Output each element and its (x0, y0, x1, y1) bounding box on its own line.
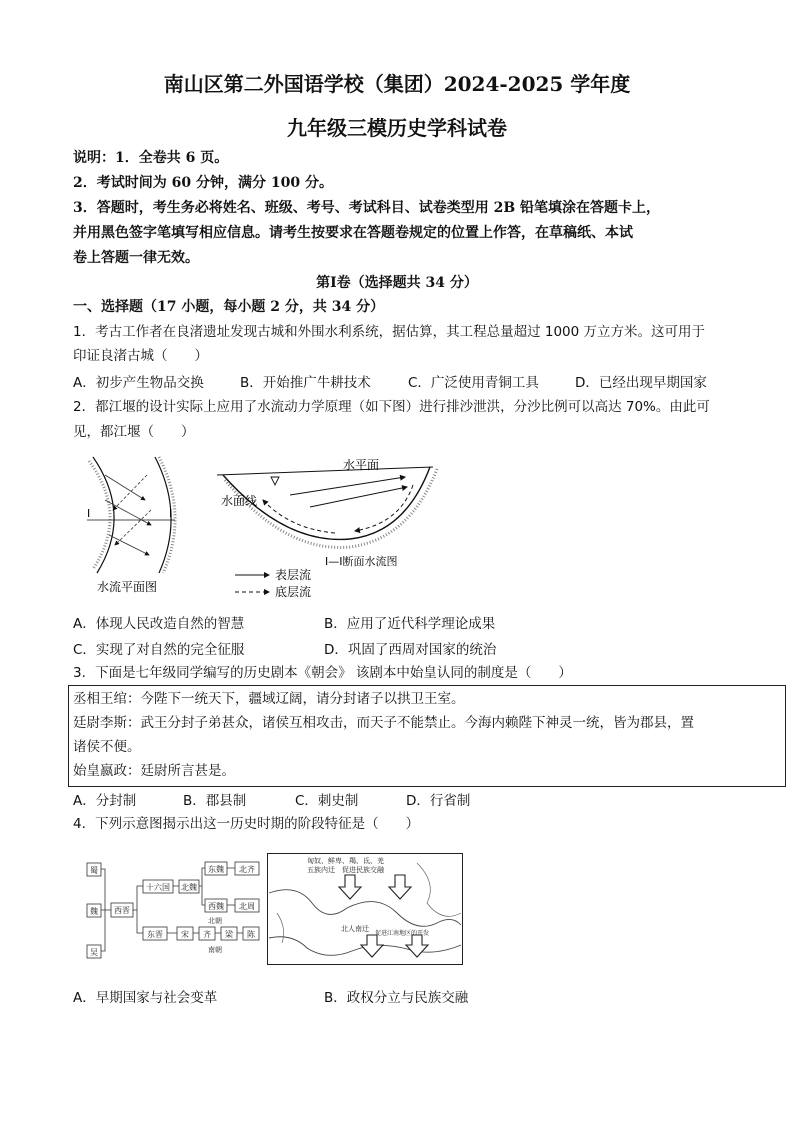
question-stem: 见，都江堰（ ） (73, 424, 195, 440)
node-label: 十六国 (146, 883, 170, 892)
node-label: 魏 (90, 907, 98, 916)
node-label: 北周 (239, 902, 255, 911)
question-stem: 3．下面是七年级同学编写的历史剧本《朝会》 该剧本中始皇认同的制度是（ ） (73, 665, 572, 681)
option-a[interactable]: A．体现人民改造自然的智慧 (73, 616, 245, 632)
script-line: 始皇嬴政：廷尉所言甚是。 (73, 763, 235, 779)
node-label: 齐 (203, 930, 211, 939)
migration-map (267, 853, 463, 965)
option-d[interactable]: D．行省制 (406, 793, 471, 809)
node-label: 西魏 (208, 902, 224, 911)
question-stem: 4．下列示意图揭示出这一历史时期的阶段特征是（ ） (73, 816, 420, 832)
map-text-migration-north: 五族内迁 促进民族交融 (307, 866, 384, 874)
option-d[interactable]: D．巩固了西周对国家的统治 (324, 642, 497, 658)
instruction-line: 3．答题时，考生务必将姓名、班级、考号、考试科目、试卷类型用 2B 铅笔填涂在答题卡上， (73, 200, 661, 216)
option-a[interactable]: A．早期国家与社会变革 (73, 990, 218, 1006)
dynasty-diagram (85, 855, 265, 965)
question-stem: 印证良渚古城（ ） (73, 348, 208, 364)
script-line: 诸侯不便。 (73, 739, 141, 755)
exam-title: 南山区第二外国语学校（集团）2024-2025 学年度 (163, 72, 631, 96)
north-dynasties-label: 北朝 (208, 917, 222, 925)
south-dynasties-label: 南朝 (208, 946, 222, 954)
option-d[interactable]: D．已经出现早期国家 (575, 375, 707, 391)
node-label: 东晋 (147, 930, 163, 939)
cross-section (217, 457, 437, 568)
surface-line-label: 水面线 (221, 494, 258, 508)
exam-subtitle: 九年级三模历史学科试卷 (287, 116, 507, 140)
node-label: 陈 (247, 930, 255, 939)
node-label: 西晋 (114, 906, 130, 915)
question-stem: 1．考古工作者在良渚遗址发现古城和外围水利系统，据估算，其工程总量超过 1000 万立方米。这可用于 (73, 324, 706, 340)
option-b[interactable]: B．政权分立与民族交融 (324, 990, 469, 1006)
option-c[interactable]: C．实现了对自然的完全征服 (73, 642, 245, 658)
node-label: 北齐 (239, 865, 255, 874)
water-level-label: 水平面 (343, 458, 380, 472)
section-label: Ⅰ—Ⅰ断面水流图 (325, 555, 398, 568)
map-text-north-south: 北人南迁 (341, 925, 369, 933)
node-label: 北魏 (181, 883, 197, 892)
map-text-jiangnan: 促进江南地区的开发 (375, 930, 430, 937)
option-a[interactable]: A．初步产生物品交换 (73, 375, 204, 391)
instruction-line: 2．考试时间为 60 分钟，满分 100 分。 (73, 175, 333, 191)
section-mark-left: Ⅰ (87, 507, 91, 520)
section-heading: 第Ⅰ卷（选择题共 34 分） (316, 275, 478, 291)
node-label: 梁 (225, 930, 233, 939)
node-label: 蜀 (90, 866, 98, 875)
plan-label: 水流平面图 (97, 580, 158, 594)
legend (235, 567, 311, 599)
script-box (68, 685, 786, 787)
option-c[interactable]: C．刺史制 (295, 793, 359, 809)
option-b[interactable]: B．开始推广牛耕技术 (240, 375, 371, 391)
option-b[interactable]: B．应用了近代科学理论成果 (324, 616, 496, 632)
water-flow-figure (85, 455, 465, 605)
section-mark-right: Ⅰ (169, 507, 173, 520)
map-text-ethnic-groups: 匈奴、鲜卑、羯、氐、羌 (307, 857, 384, 865)
option-c[interactable]: C．广泛使用青铜工具 (408, 375, 539, 391)
node-label: 吴 (90, 948, 98, 957)
instruction-line: 并用黑色签字笔填写相应信息。请考生按要求在答题卷规定的位置上作答，在草稿纸、本试 (73, 225, 633, 241)
node-label: 宋 (181, 930, 189, 939)
plan-view (87, 457, 175, 594)
legend-surface: 表层流 (275, 568, 312, 582)
part-title: 一、选择题（17 小题，每小题 2 分，共 34 分） (73, 299, 385, 315)
node-label: 东魏 (208, 865, 224, 874)
option-a[interactable]: A．分封制 (73, 793, 137, 809)
script-line: 廷尉李斯：武王分封子弟甚众，诸侯互相攻击，而天子不能禁止。今海内赖陛下神灵一统，皆为郡县，置 (73, 715, 694, 731)
instruction-line: 说明：1．全卷共 6 页。 (73, 150, 229, 166)
script-line: 丞相王绾：今陛下一统天下，疆域辽阔，请分封诸子以拱卫王室。 (73, 691, 465, 707)
option-b[interactable]: B．郡县制 (183, 793, 247, 809)
legend-bottom: 底层流 (275, 585, 312, 599)
instruction-line: 卷上答题一律无效。 (73, 250, 199, 266)
question-stem: 2．都江堰的设计实际上应用了水流动力学原理（如下图）进行排沙泄洪，分沙比例可以高达 70%。由此可 (73, 399, 710, 415)
